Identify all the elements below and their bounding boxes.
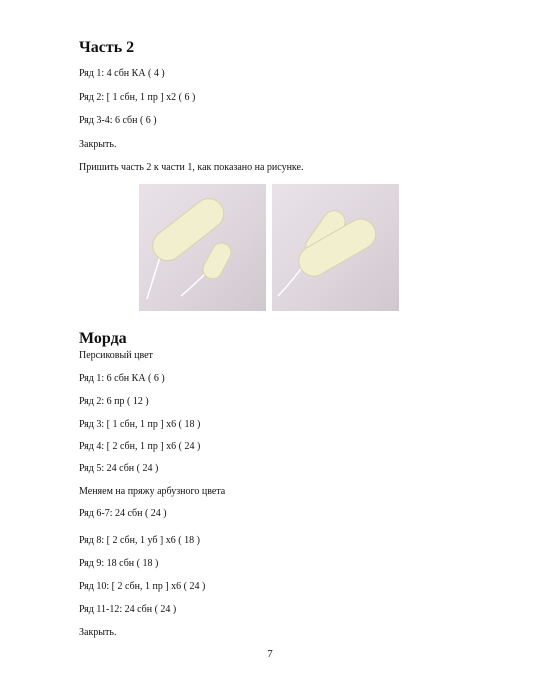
muzzle-heading: Морда (79, 330, 127, 347)
muzzle-row-4: Ряд 4: [ 2 сбн, 1 пр ] x6 ( 24 ) (79, 441, 201, 452)
part2-close: Закрыть. (79, 139, 117, 150)
part2-row-2: Ряд 2: [ 1 сбн, 1 пр ] x2 ( 6 ) (79, 92, 196, 103)
muzzle-row-9: Ряд 9: 18 сбн ( 18 ) (79, 558, 159, 569)
photo-parts-joined (272, 184, 399, 311)
muzzle-close: Закрыть. (79, 627, 117, 638)
muzzle-row-2: Ряд 2: 6 пр ( 12 ) (79, 396, 149, 407)
muzzle-row-5: Ряд 5: 24 сбн ( 24 ) (79, 463, 159, 474)
muzzle-row-1: Ряд 1: 6 сбн КА ( 6 ) (79, 373, 165, 384)
part2-sew-instruction: Пришить часть 2 к части 1, как показано на рисунке. (79, 162, 304, 173)
muzzle-row-11-12: Ряд 11-12: 24 сбн ( 24 ) (79, 604, 177, 615)
part2-heading: Часть 2 (79, 39, 135, 56)
part2-row-3-4: Ряд 3-4: 6 сбн ( 6 ) (79, 115, 157, 126)
part2-row-1: Ряд 1: 4 сбн КА ( 4 ) (79, 68, 165, 79)
photo-parts-separate (139, 184, 266, 311)
muzzle-color-note: Персиковый цвет (79, 350, 153, 361)
muzzle-yarn-change: Меняем на пряжу арбузного цвета (79, 486, 226, 497)
muzzle-row-8: Ряд 8: [ 2 сбн, 1 уб ] x6 ( 18 ) (79, 535, 200, 546)
muzzle-row-3: Ряд 3: [ 1 сбн, 1 пр ] x6 ( 18 ) (79, 419, 201, 430)
page-number: 7 (267, 648, 273, 660)
muzzle-row-6-7: Ряд 6-7: 24 сбн ( 24 ) (79, 508, 167, 519)
muzzle-row-10: Ряд 10: [ 2 сбн, 1 пр ] x6 ( 24 ) (79, 581, 206, 592)
